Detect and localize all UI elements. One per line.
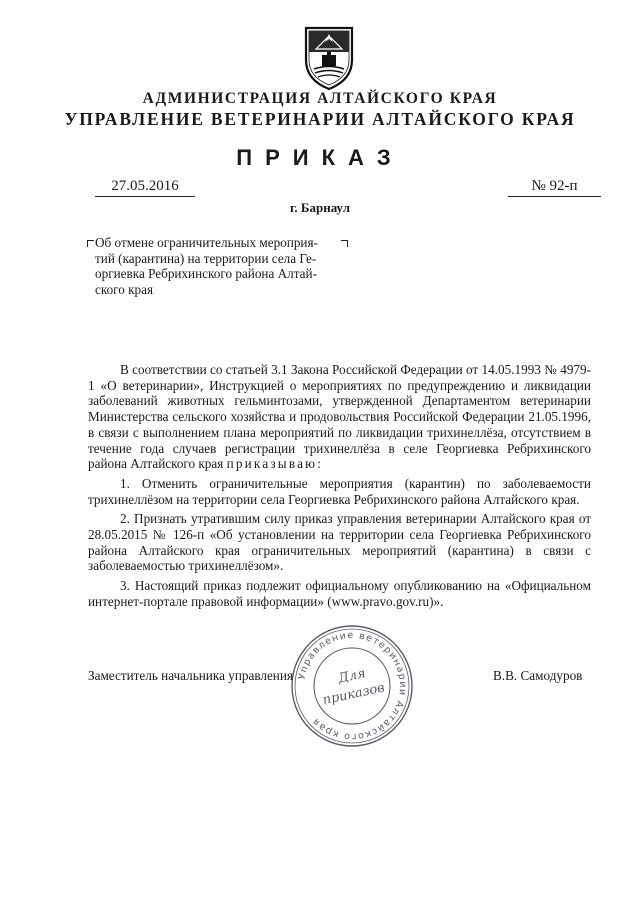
order-item-1: 1. Отменить ограничительные мероприятия (карантин) по заболеваемости трихинеллёзом на территории села Георгиевка Ребрихинского района Алтайского края. [88, 475, 591, 507]
subject-bracket-left [87, 240, 94, 247]
organization-name-line1: АДМИНИСТРАЦИЯ АЛТАЙСКОГО КРАЯ [142, 90, 498, 107]
order-item-3: 3. Настоящий приказ подлежит официальному опубликованию на «Официальном интернет-портале правовой информации» (www.pravo.gov.ru)». [88, 578, 591, 609]
official-stamp-icon [288, 622, 416, 750]
stamp-ring-text: Управление ветеринарии Алтайского края [296, 629, 409, 743]
document-date: 27.05.2016 [95, 178, 195, 197]
preamble-text: В соответствии со статьей 3.1 Закона Российской Федерации от 14.05.1993 № 4979-1 «О ветеринарии», Инструкцией о мероприятиях по предупреждению и ликвидации заболеваний животных гельминтозами, утвержденной Департаментом ветеринарии Министерства сельского хозяйства и продовольствия Российской Федерации 21.05.1996, в связи с выполнением плана мероприятий по ликвидации трихинеллёза, отсутствием в течение года случаев регистрации трихинеллёза в селе Георгиевка Ребрихинского района Алтайского края [88, 362, 591, 472]
preamble-paragraph [88, 362, 591, 472]
document-subject [95, 235, 345, 297]
order-word: приказываю: [226, 456, 324, 472]
organization-name-line2: УПРАВЛЕНИЕ ВЕТЕРИНАРИИ АЛТАЙСКОГО КРАЯ [64, 109, 576, 129]
document-body [88, 362, 591, 610]
signatory-role: Заместитель начальника управления [88, 668, 293, 683]
subject-line: оргиевка Ребрихинского района Алтай- [95, 266, 317, 282]
stamp-center-line1: Для [336, 666, 367, 687]
stamp-center-line2: приказов [321, 680, 387, 709]
order-item-2: 2. Признать утратившим силу приказ управления ветеринарии Алтайского края от 28.05.2015 № 126-п «Об установлении на территории села Георгиевка Ребрихинского района Алтайского края ограничительных мероприятий (карантина) в связи с заболеваемостью трихинеллёзом». [88, 511, 591, 574]
subject-line: тий (карантина) на территории села Ге- [95, 250, 317, 266]
subject-line: ского края [95, 281, 154, 297]
document-city: г. Барнаул [289, 200, 351, 215]
signatory-name: В.В. Самодуров [493, 668, 583, 683]
document-number: № 92-п [508, 178, 601, 197]
subject-line: Об отмене ограничительных мероприя- [95, 235, 318, 250]
altai-krai-coat-of-arms-icon [300, 22, 358, 92]
document-type-title: ПРИКАЗ [236, 145, 404, 170]
